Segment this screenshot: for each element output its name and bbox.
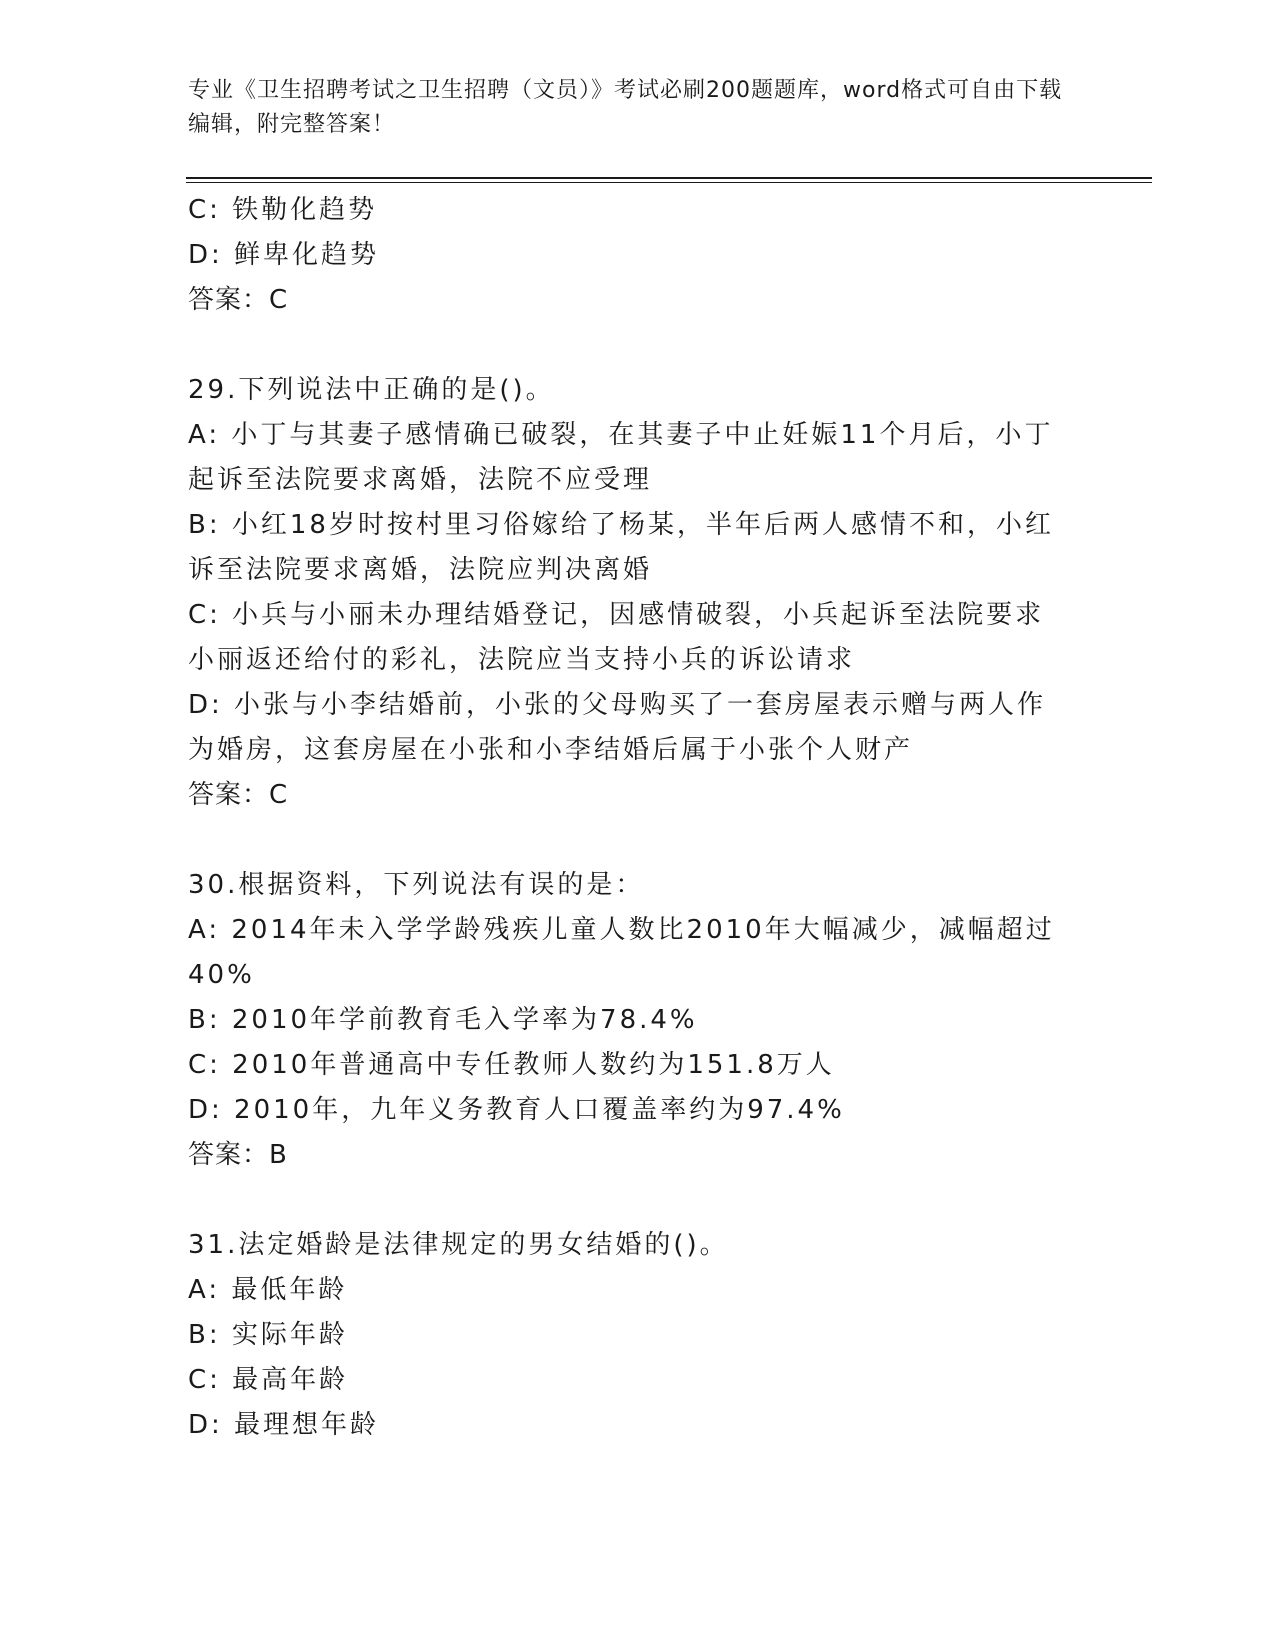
option-a: A: 最低年龄 [188, 1275, 348, 1305]
option-b: B: 小红18岁时按村里习俗嫁给了杨某，半年后两人感情不和，小红诉至法院要求离婚，法院应判决离婚 [188, 510, 1054, 585]
header-divider-thin [186, 182, 1152, 183]
option-c: C: 小兵与小丽未办理结婚登记，因感情破裂，小兵起诉至法院要求小丽返还给付的彩礼，法院应当支持小兵的诉讼请求 [188, 600, 1045, 675]
spacer [188, 1178, 1088, 1223]
option-d: D: 2010年，九年义务教育人口覆盖率约为97.4% [188, 1095, 845, 1125]
previous-question-tail [188, 188, 1088, 323]
question-30 [188, 863, 1088, 1178]
option-d: D: 鲜卑化趋势 [188, 240, 380, 270]
option-b: B: 实际年龄 [188, 1320, 348, 1350]
option-d: D: 最理想年龄 [188, 1410, 380, 1440]
question-stem: 29.下列说法中正确的是()。 [188, 375, 555, 405]
document-header: 专业《卫生招聘考试之卫生招聘（文员）》考试必刷200题题库，word格式可自由下载编辑，附完整答案！ [188, 78, 1063, 137]
option-a: A: 小丁与其妻子感情确已破裂，在其妻子中止妊娠11个月后，小丁起诉至法院要求离婚，法院不应受理 [188, 420, 1054, 495]
question-29 [188, 368, 1088, 818]
answer-line: 答案：B [188, 1140, 288, 1170]
question-stem: 31.法定婚龄是法律规定的男女结婚的()。 [188, 1230, 729, 1260]
option-b: B: 2010年学前教育毛入学率为78.4% [188, 1005, 698, 1035]
answer-line: 答案：C [188, 780, 289, 810]
option-d: D: 小张与小李结婚前，小张的父母购买了一套房屋表示赠与两人作为婚房，这套房屋在小张和小李结婚后属于小张个人财产 [188, 690, 1047, 765]
option-c: C: 2010年普通高中专任教师人数约为151.8万人 [188, 1050, 835, 1080]
spacer [188, 818, 1088, 863]
document-body [188, 188, 1088, 1448]
header-divider-thick [186, 177, 1152, 179]
spacer [188, 323, 1088, 368]
option-c: C: 铁勒化趋势 [188, 195, 378, 225]
answer-line: 答案：C [188, 285, 289, 315]
option-c: C: 最高年龄 [188, 1365, 349, 1395]
option-a: A: 2014年未入学学龄残疾儿童人数比2010年大幅减少，减幅超过40% [188, 915, 1055, 990]
question-stem: 30.根据资料，下列说法有误的是： [188, 870, 645, 900]
question-31 [188, 1223, 1088, 1448]
